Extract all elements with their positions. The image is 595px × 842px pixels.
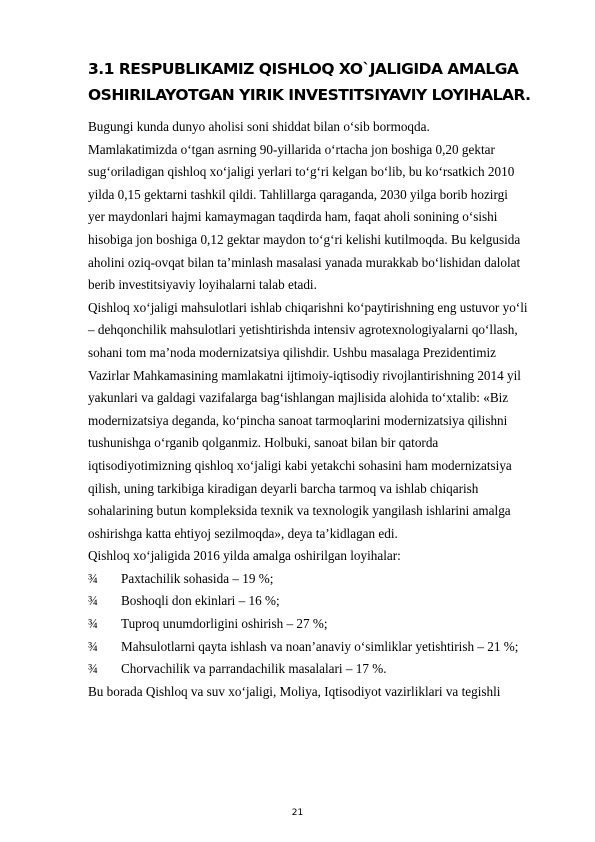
list-item (88, 568, 558, 591)
text-line: aholini oziq-ovqat bilan ta’minlash masalasi yanada murakkab bo‘lishidan dalolat (88, 254, 521, 270)
body-text (88, 116, 558, 703)
text-line: – dehqonchilik mahsulotlari yetishtirishda intensiv agrotexnologiyalarni qo‘llash, (88, 322, 518, 338)
list-bullet: ¾ (88, 616, 98, 632)
text-line: sug‘oriladigan qishloq xo‘jaligi yerlari to‘g‘ri kelgan bo‘lib, bu ko‘rsatkich 2010 (88, 164, 515, 180)
text-line: yilda 0,15 gektarni tashkil qildi. Tahlillarga qaraganda, 2030 yilga borib hozirgi (88, 186, 508, 202)
section-heading (88, 56, 558, 108)
text-line: berib investitsiyaviy loyihalarni talab etadi. (88, 277, 317, 293)
list-item-text: Mahsulotlarni qayta ishlash va noan’anaviy o‘simliklar yetishtirish – 21 %; (121, 638, 519, 654)
page-number: 21 (291, 808, 304, 818)
list-item (88, 613, 558, 636)
paragraph-1 (88, 116, 558, 297)
text-line: Vazirlar Mahkamasining mamlakatni ijtimoiy-iqtisodiy rivojlantirishning 2014 yil (88, 367, 521, 383)
list-bullet: ¾ (88, 570, 98, 586)
list-item-text: Tuproq unumdorligini oshirish – 27 %; (121, 616, 328, 632)
heading-line-1: 3.1 RESPUBLIKAMIZ QISHLOQ XO`JALIGIDA AMALGA (88, 60, 519, 78)
list-intro: Qishloq xo‘jaligida 2016 yilda amalga oshirilgan loyihalar: (88, 548, 401, 564)
list-item (88, 658, 558, 681)
list-bullet: ¾ (88, 661, 98, 677)
text-line: tushunishga o‘rganib qolganmiz. Holbuki, sanoat bilan bir qatorda (88, 435, 439, 451)
projects-list (88, 568, 558, 681)
list-bullet: ¾ (88, 638, 98, 654)
text-line: Mamlakatimizda o‘tgan asrning 90-yillarida o‘rtacha jon boshiga 0,20 gektar (88, 141, 495, 157)
heading-line-2: OSHIRILAYOTGAN YIRIK INVESTITSIYAVIY LOYIHALAR. (88, 86, 531, 104)
list-bullet: ¾ (88, 593, 98, 609)
list-item-text: Boshoqli don ekinlari – 16 %; (121, 593, 280, 609)
text-line: sohalarining butun kompleksida texnik va texnologik yangilash ishlarini amalga (88, 503, 511, 519)
text-line: yakunlari va galdagi vazifalarga bag‘ishlangan majlisida alohida to‘xtalib: «Biz (88, 390, 509, 406)
text-line: yer maydonlari hajmi kamaymagan taqdirda ham, faqat aholi sonining o‘sishi (88, 209, 498, 225)
text-line: hisobiga jon boshiga 0,12 gektar maydon to‘g‘ri kelishi kutilmoqda. Bu kelgusida (88, 231, 521, 247)
text-line: modernizatsiya deganda, ko‘pincha sanoat tarmoqlarini modernizatsiya qilishni (88, 412, 508, 428)
paragraph-2 (88, 297, 558, 546)
list-item (88, 636, 558, 659)
list-item-text: Chorvachilik va parrandachilik masalalari – 17 %. (121, 661, 387, 677)
text-line: oshirishga katta ehtiyoj sezilmoqda», deya ta’kidlagan edi. (88, 525, 398, 541)
list-item-text: Paxtachilik sohasida – 19 %; (121, 570, 274, 586)
text-line: iqtisodiyotimizning qishloq xo‘jaligi kabi yetakchi sohasini ham modernizatsiya (88, 457, 512, 473)
text-line: Bugungi kunda dunyo aholisi soni shiddat bilan o‘sib bormoqda. (88, 119, 430, 134)
list-item (88, 590, 558, 613)
text-line: Qishloq xo‘jaligi mahsulotlari ishlab chiqarishni ko‘paytirishning eng ustuvor yo‘li (88, 299, 528, 315)
text-line: qilish, uning tarkibiga kiradigan deyarli barcha tarmoq va ishlab chiqarish (88, 480, 479, 496)
closing-line: Bu borada Qishloq va suv xo‘jaligi, Moliya, Iqtisodiyot vazirliklari va tegishli (88, 683, 501, 699)
text-line: sohani tom ma’noda modernizatsiya qilishdir. Ushbu masalaga Prezidentimiz (88, 344, 496, 360)
